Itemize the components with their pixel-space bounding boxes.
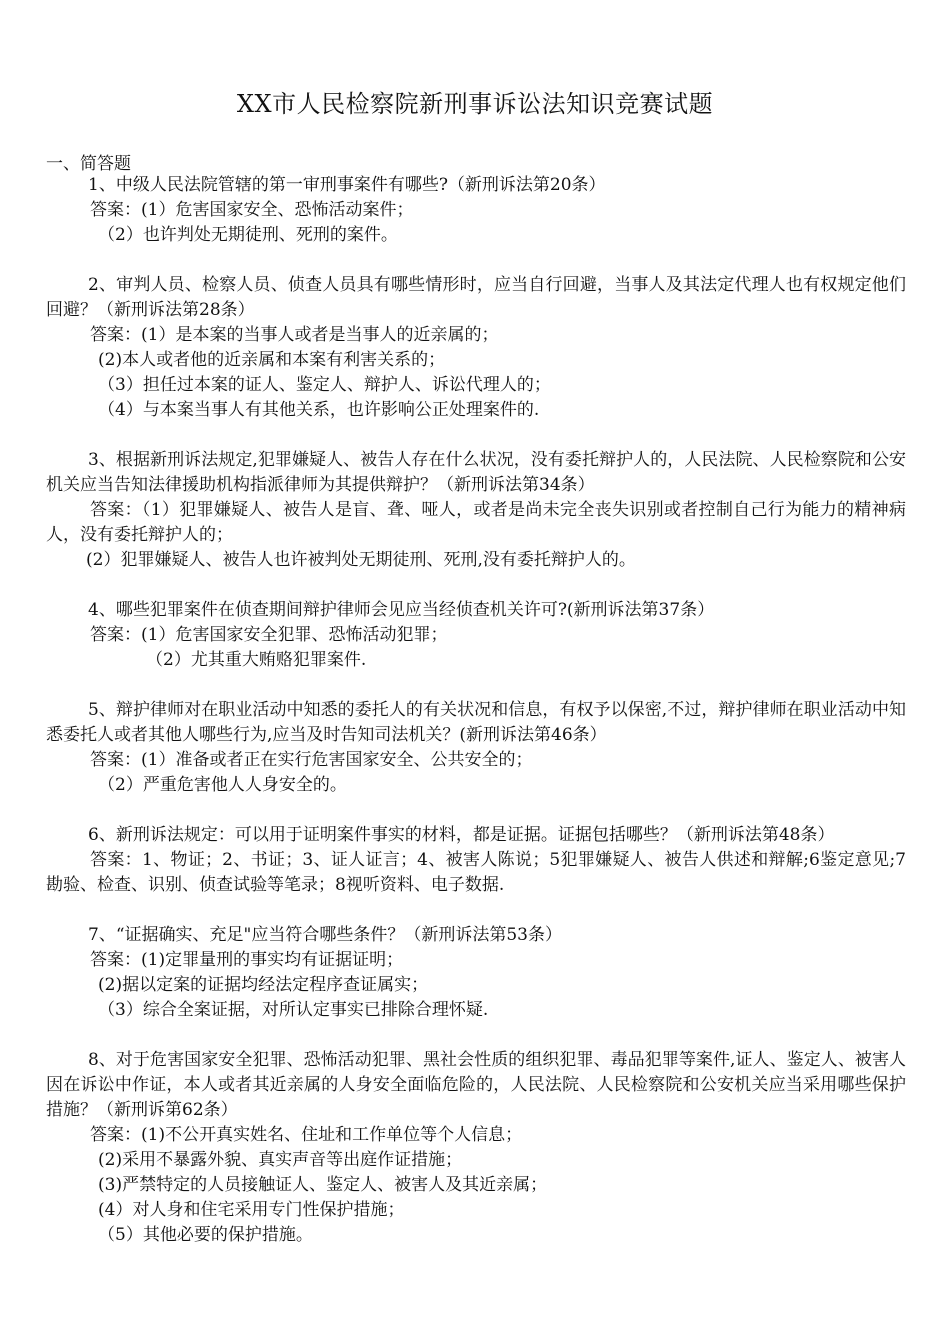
- question-8: [46, 1048, 906, 1248]
- answer-item: （2）尤其重大贿赂犯罪案件.: [146, 650, 367, 670]
- answer-item: (2）犯罪嫌疑人、被告人也许被判处无期徒刑、死刑,没有委托辩护人的。: [86, 550, 636, 570]
- question-text: 3、根据新刑诉法规定,犯罪嫌疑人、被告人存在什么状况，没有委托辩护人的，人民法院、人民检察院和公安机关应当告知法律援助机构指派律师为其提供辩护？（新刑诉法第34条）: [46, 450, 906, 495]
- answer-text: 答案：（1）犯罪嫌疑人、被告人是盲、聋、哑人，或者是尚未完全丧失识别或者控制自己行为能力的精神病人，没有委托辩护人的；: [46, 500, 906, 545]
- answer-item: (4）对人身和住宅采用专门性保护措施；: [98, 1200, 405, 1220]
- answer-item: （3）综合全案证据，对所认定事实已排除合理怀疑.: [98, 1000, 489, 1020]
- question-7: [46, 923, 906, 1023]
- answer-text: 答案：1、物证；2、书证；3、证人证言；4、被害人陈说；5犯罪嫌疑人、被告人供述和辩解;6鉴定意见;7勘验、检查、识别、侦查试验等笔录；8视听资料、电子数据.: [46, 850, 906, 895]
- answer-item: （4）与本案当事人有其他关系，也许影响公正处理案件的.: [98, 400, 540, 420]
- answer-item: (2)本人或者他的近亲属和本案有利害关系的；: [98, 350, 446, 370]
- question-1: [46, 173, 906, 248]
- answer-text: 答案：(1）危害国家安全犯罪、恐怖活动犯罪；: [90, 625, 448, 645]
- answer-text: 答案：(1）是本案的当事人或者是当事人的近亲属的；: [90, 325, 499, 345]
- question-text: 1、中级人民法院管辖的第一审刑事案件有哪些?（新刑诉法第20条）: [88, 175, 606, 195]
- page-title: XX市人民检察院新刑事诉讼法知识竞赛试题: [236, 90, 714, 118]
- question-2: [46, 273, 906, 423]
- question-text: 7、“证据确实、充足"应当符合哪些条件？（新刑诉法第53条）: [88, 925, 562, 945]
- question-5: [46, 698, 906, 798]
- question-4: [46, 598, 906, 673]
- question-6: [46, 823, 906, 898]
- answer-item: (2)据以定案的证据均经法定程序查证属实；: [98, 975, 429, 995]
- answer-text: 答案：(1）危害国家安全、恐怖活动案件；: [90, 200, 414, 220]
- answer-item: (2)采用不暴露外貌、真实声音等出庭作证措施；: [98, 1150, 463, 1170]
- question-text: 5、辩护律师对在职业活动中知悉的委托人的有关状况和信息，有权予以保密,不过，辩护律师在职业活动中知悉委托人或者其他人哪些行为,应当及时告知司法机关？(新刑诉法第46条）: [46, 700, 906, 745]
- answer-text: 答案：(1)定罪量刑的事实均有证据证明；: [90, 950, 404, 970]
- question-text: 4、哪些犯罪案件在侦查期间辩护律师会见应当经侦查机关许可?(新刑诉法第37条）: [88, 600, 715, 620]
- question-text: 2、审判人员、检察人员、侦查人员具有哪些情形时，应当自行回避，当事人及其法定代理人也有权规定他们回避？（新刑诉法第28条）: [46, 275, 906, 320]
- answer-item: （5）其他必要的保护措施。: [98, 1225, 313, 1245]
- answer-text: 答案：(1)不公开真实姓名、住址和工作单位等个人信息；: [90, 1125, 523, 1145]
- question-3: [46, 448, 906, 573]
- answer-item: （2）严重危害他人人身安全的。: [98, 775, 347, 795]
- section-heading: 一、简答题: [46, 154, 131, 174]
- answer-item: （2）也许判处无期徒刑、死刑的案件。: [98, 225, 398, 245]
- question-text: 6、新刑诉法规定：可以用于证明案件事实的材料，都是证据。证据包括哪些？（新刑诉法第48条）: [88, 825, 835, 845]
- answer-item: (3)严禁特定的人员接触证人、鉴定人、被害人及其近亲属；: [98, 1175, 548, 1195]
- answer-item: （3）担任过本案的证人、鉴定人、辩护人、诉讼代理人的；: [98, 375, 551, 395]
- answer-text: 答案：(1）准备或者正在实行危害国家安全、公共安全的；: [90, 750, 533, 770]
- questions-list: [46, 173, 906, 1273]
- question-text: 8、对于危害国家安全犯罪、恐怖活动犯罪、黑社会性质的组织犯罪、毒品犯罪等案件,证人、鉴定人、被害人因在诉讼中作证，本人或者其近亲属的人身安全面临危险的，人民法院、人民检察院和公安机关应当采用哪些保护措施？（新刑诉第62条）: [46, 1050, 906, 1120]
